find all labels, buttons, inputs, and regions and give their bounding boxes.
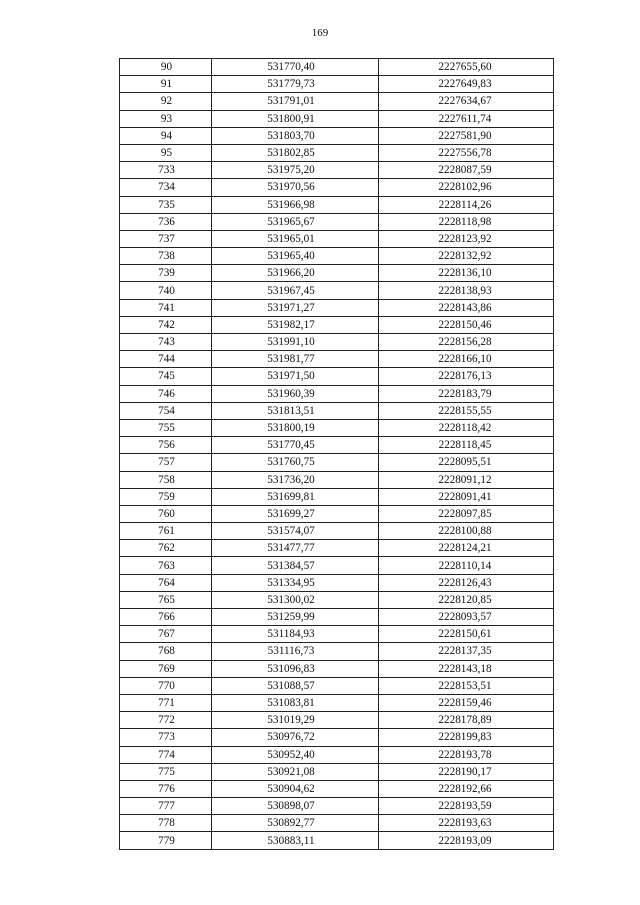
x-coordinate-cell: 531802,85 (212, 144, 379, 161)
y-coordinate-cell: 2228132,92 (379, 248, 554, 265)
x-coordinate-cell: 531770,45 (212, 437, 379, 454)
table-row (120, 351, 554, 368)
y-coordinate-cell: 2228143,86 (379, 299, 554, 316)
x-coordinate-cell: 531770,40 (212, 59, 379, 76)
y-coordinate-cell: 2228192,66 (379, 780, 554, 797)
x-coordinate-cell: 531800,91 (212, 110, 379, 127)
y-coordinate-cell: 2227649,83 (379, 76, 554, 93)
point-number-cell: 762 (120, 540, 212, 557)
y-coordinate-cell: 2228091,41 (379, 488, 554, 505)
x-coordinate-cell: 531965,01 (212, 230, 379, 247)
y-coordinate-cell: 2228150,46 (379, 316, 554, 333)
table-row (120, 815, 554, 832)
point-number-cell: 770 (120, 677, 212, 694)
x-coordinate-cell: 531779,73 (212, 76, 379, 93)
point-number-cell: 775 (120, 763, 212, 780)
table-row (120, 248, 554, 265)
x-coordinate-cell: 530898,07 (212, 798, 379, 815)
y-coordinate-cell: 2228143,18 (379, 660, 554, 677)
x-coordinate-cell: 531967,45 (212, 282, 379, 299)
y-coordinate-cell: 2228178,89 (379, 712, 554, 729)
point-number-cell: 745 (120, 368, 212, 385)
y-coordinate-cell: 2228193,59 (379, 798, 554, 815)
x-coordinate-cell: 531960,39 (212, 385, 379, 402)
table-row (120, 437, 554, 454)
y-coordinate-cell: 2227611,74 (379, 110, 554, 127)
x-coordinate-cell: 531019,29 (212, 712, 379, 729)
point-number-cell: 769 (120, 660, 212, 677)
x-coordinate-cell: 531699,81 (212, 488, 379, 505)
table-row (120, 402, 554, 419)
table-row (120, 609, 554, 626)
y-coordinate-cell: 2228124,21 (379, 540, 554, 557)
table-row (120, 557, 554, 574)
x-coordinate-cell: 531791,01 (212, 93, 379, 110)
y-coordinate-cell: 2228093,57 (379, 609, 554, 626)
y-coordinate-cell: 2228136,10 (379, 265, 554, 282)
table-row (120, 729, 554, 746)
x-coordinate-cell: 531965,67 (212, 213, 379, 230)
table-row (120, 505, 554, 522)
page-number: 169 (311, 27, 329, 39)
x-coordinate-cell: 531736,20 (212, 471, 379, 488)
point-number-cell: 764 (120, 574, 212, 591)
point-number-cell: 768 (120, 643, 212, 660)
point-number-cell: 92 (120, 93, 212, 110)
y-coordinate-cell: 2228120,85 (379, 591, 554, 608)
table-row (120, 471, 554, 488)
x-coordinate-cell: 531970,56 (212, 179, 379, 196)
point-number-cell: 93 (120, 110, 212, 127)
y-coordinate-cell: 2228137,35 (379, 643, 554, 660)
y-coordinate-cell: 2228126,43 (379, 574, 554, 591)
point-number-cell: 772 (120, 712, 212, 729)
x-coordinate-cell: 531300,02 (212, 591, 379, 608)
point-number-cell: 744 (120, 351, 212, 368)
x-coordinate-cell: 531574,07 (212, 523, 379, 540)
coordinates-table (119, 58, 554, 850)
table-row (120, 643, 554, 660)
x-coordinate-cell: 531760,75 (212, 454, 379, 471)
table-row (120, 798, 554, 815)
point-number-cell: 773 (120, 729, 212, 746)
table-row (120, 316, 554, 333)
y-coordinate-cell: 2228118,45 (379, 437, 554, 454)
table-row (120, 299, 554, 316)
y-coordinate-cell: 2228110,14 (379, 557, 554, 574)
point-number-cell: 774 (120, 746, 212, 763)
x-coordinate-cell: 530904,62 (212, 780, 379, 797)
table-row (120, 832, 554, 849)
y-coordinate-cell: 2228190,17 (379, 763, 554, 780)
y-coordinate-cell: 2228193,63 (379, 815, 554, 832)
y-coordinate-cell: 2228153,51 (379, 677, 554, 694)
x-coordinate-cell: 531259,99 (212, 609, 379, 626)
point-number-cell: 739 (120, 265, 212, 282)
table-row (120, 694, 554, 711)
y-coordinate-cell: 2228166,10 (379, 351, 554, 368)
point-number-cell: 766 (120, 609, 212, 626)
x-coordinate-cell: 531699,27 (212, 505, 379, 522)
point-number-cell: 743 (120, 334, 212, 351)
y-coordinate-cell: 2228102,96 (379, 179, 554, 196)
point-number-cell: 746 (120, 385, 212, 402)
x-coordinate-cell: 531803,70 (212, 127, 379, 144)
x-coordinate-cell: 530952,40 (212, 746, 379, 763)
table-row (120, 385, 554, 402)
y-coordinate-cell: 2227655,60 (379, 59, 554, 76)
table-row (120, 712, 554, 729)
x-coordinate-cell: 531334,95 (212, 574, 379, 591)
table-row (120, 677, 554, 694)
x-coordinate-cell: 531966,98 (212, 196, 379, 213)
y-coordinate-cell: 2228150,61 (379, 626, 554, 643)
y-coordinate-cell: 2228100,88 (379, 523, 554, 540)
table-row (120, 213, 554, 230)
point-number-cell: 742 (120, 316, 212, 333)
table-row (120, 162, 554, 179)
x-coordinate-cell: 531975,20 (212, 162, 379, 179)
x-coordinate-cell: 531116,73 (212, 643, 379, 660)
table-row (120, 626, 554, 643)
point-number-cell: 733 (120, 162, 212, 179)
x-coordinate-cell: 530892,77 (212, 815, 379, 832)
point-number-cell: 738 (120, 248, 212, 265)
y-coordinate-cell: 2228193,78 (379, 746, 554, 763)
y-coordinate-cell: 2228091,12 (379, 471, 554, 488)
table-row (120, 488, 554, 505)
table-row (120, 230, 554, 247)
x-coordinate-cell: 531477,77 (212, 540, 379, 557)
point-number-cell: 771 (120, 694, 212, 711)
x-coordinate-cell: 531384,57 (212, 557, 379, 574)
point-number-cell: 778 (120, 815, 212, 832)
point-number-cell: 776 (120, 780, 212, 797)
table-row (120, 76, 554, 93)
table-row (120, 419, 554, 436)
table-row (120, 660, 554, 677)
x-coordinate-cell: 531800,19 (212, 419, 379, 436)
x-coordinate-cell: 530976,72 (212, 729, 379, 746)
table-row (120, 746, 554, 763)
x-coordinate-cell: 531971,50 (212, 368, 379, 385)
x-coordinate-cell: 531991,10 (212, 334, 379, 351)
point-number-cell: 765 (120, 591, 212, 608)
table-row (120, 282, 554, 299)
point-number-cell: 757 (120, 454, 212, 471)
y-coordinate-cell: 2228097,85 (379, 505, 554, 522)
y-coordinate-cell: 2227556,78 (379, 144, 554, 161)
y-coordinate-cell: 2228123,92 (379, 230, 554, 247)
x-coordinate-cell: 531813,51 (212, 402, 379, 419)
y-coordinate-cell: 2228156,28 (379, 334, 554, 351)
y-coordinate-cell: 2228183,79 (379, 385, 554, 402)
x-coordinate-cell: 531184,93 (212, 626, 379, 643)
point-number-cell: 755 (120, 419, 212, 436)
point-number-cell: 740 (120, 282, 212, 299)
x-coordinate-cell: 531096,83 (212, 660, 379, 677)
table-row (120, 780, 554, 797)
y-coordinate-cell: 2228155,55 (379, 402, 554, 419)
point-number-cell: 767 (120, 626, 212, 643)
point-number-cell: 777 (120, 798, 212, 815)
point-number-cell: 754 (120, 402, 212, 419)
point-number-cell: 734 (120, 179, 212, 196)
x-coordinate-cell: 531982,17 (212, 316, 379, 333)
point-number-cell: 779 (120, 832, 212, 849)
point-number-cell: 741 (120, 299, 212, 316)
point-number-cell: 736 (120, 213, 212, 230)
table-row (120, 334, 554, 351)
y-coordinate-cell: 2227634,67 (379, 93, 554, 110)
y-coordinate-cell: 2228114,26 (379, 196, 554, 213)
table-row (120, 763, 554, 780)
y-coordinate-cell: 2228159,46 (379, 694, 554, 711)
point-number-cell: 756 (120, 437, 212, 454)
point-number-cell: 759 (120, 488, 212, 505)
x-coordinate-cell: 531966,20 (212, 265, 379, 282)
y-coordinate-cell: 2228118,42 (379, 419, 554, 436)
point-number-cell: 94 (120, 127, 212, 144)
table-row (120, 127, 554, 144)
x-coordinate-cell: 531971,27 (212, 299, 379, 316)
table-row (120, 540, 554, 557)
table-row (120, 179, 554, 196)
point-number-cell: 737 (120, 230, 212, 247)
table-row (120, 110, 554, 127)
point-number-cell: 758 (120, 471, 212, 488)
x-coordinate-cell: 530883,11 (212, 832, 379, 849)
y-coordinate-cell: 2228176,13 (379, 368, 554, 385)
table-row (120, 574, 554, 591)
y-coordinate-cell: 2227581,90 (379, 127, 554, 144)
y-coordinate-cell: 2228095,51 (379, 454, 554, 471)
point-number-cell: 735 (120, 196, 212, 213)
table-row (120, 368, 554, 385)
table-row (120, 196, 554, 213)
x-coordinate-cell: 531965,40 (212, 248, 379, 265)
table-row (120, 93, 554, 110)
x-coordinate-cell: 531088,57 (212, 677, 379, 694)
point-number-cell: 760 (120, 505, 212, 522)
table-row (120, 265, 554, 282)
point-number-cell: 763 (120, 557, 212, 574)
point-number-cell: 90 (120, 59, 212, 76)
coordinates-table-container (119, 58, 554, 850)
y-coordinate-cell: 2228199,83 (379, 729, 554, 746)
y-coordinate-cell: 2228138,93 (379, 282, 554, 299)
x-coordinate-cell: 531083,81 (212, 694, 379, 711)
y-coordinate-cell: 2228087,59 (379, 162, 554, 179)
x-coordinate-cell: 530921,08 (212, 763, 379, 780)
point-number-cell: 761 (120, 523, 212, 540)
x-coordinate-cell: 531981,77 (212, 351, 379, 368)
table-row (120, 59, 554, 76)
table-row (120, 454, 554, 471)
table-row (120, 523, 554, 540)
point-number-cell: 95 (120, 144, 212, 161)
table-row (120, 591, 554, 608)
coordinates-table-body (120, 59, 554, 850)
table-row (120, 144, 554, 161)
y-coordinate-cell: 2228193,09 (379, 832, 554, 849)
point-number-cell: 91 (120, 76, 212, 93)
y-coordinate-cell: 2228118,98 (379, 213, 554, 230)
